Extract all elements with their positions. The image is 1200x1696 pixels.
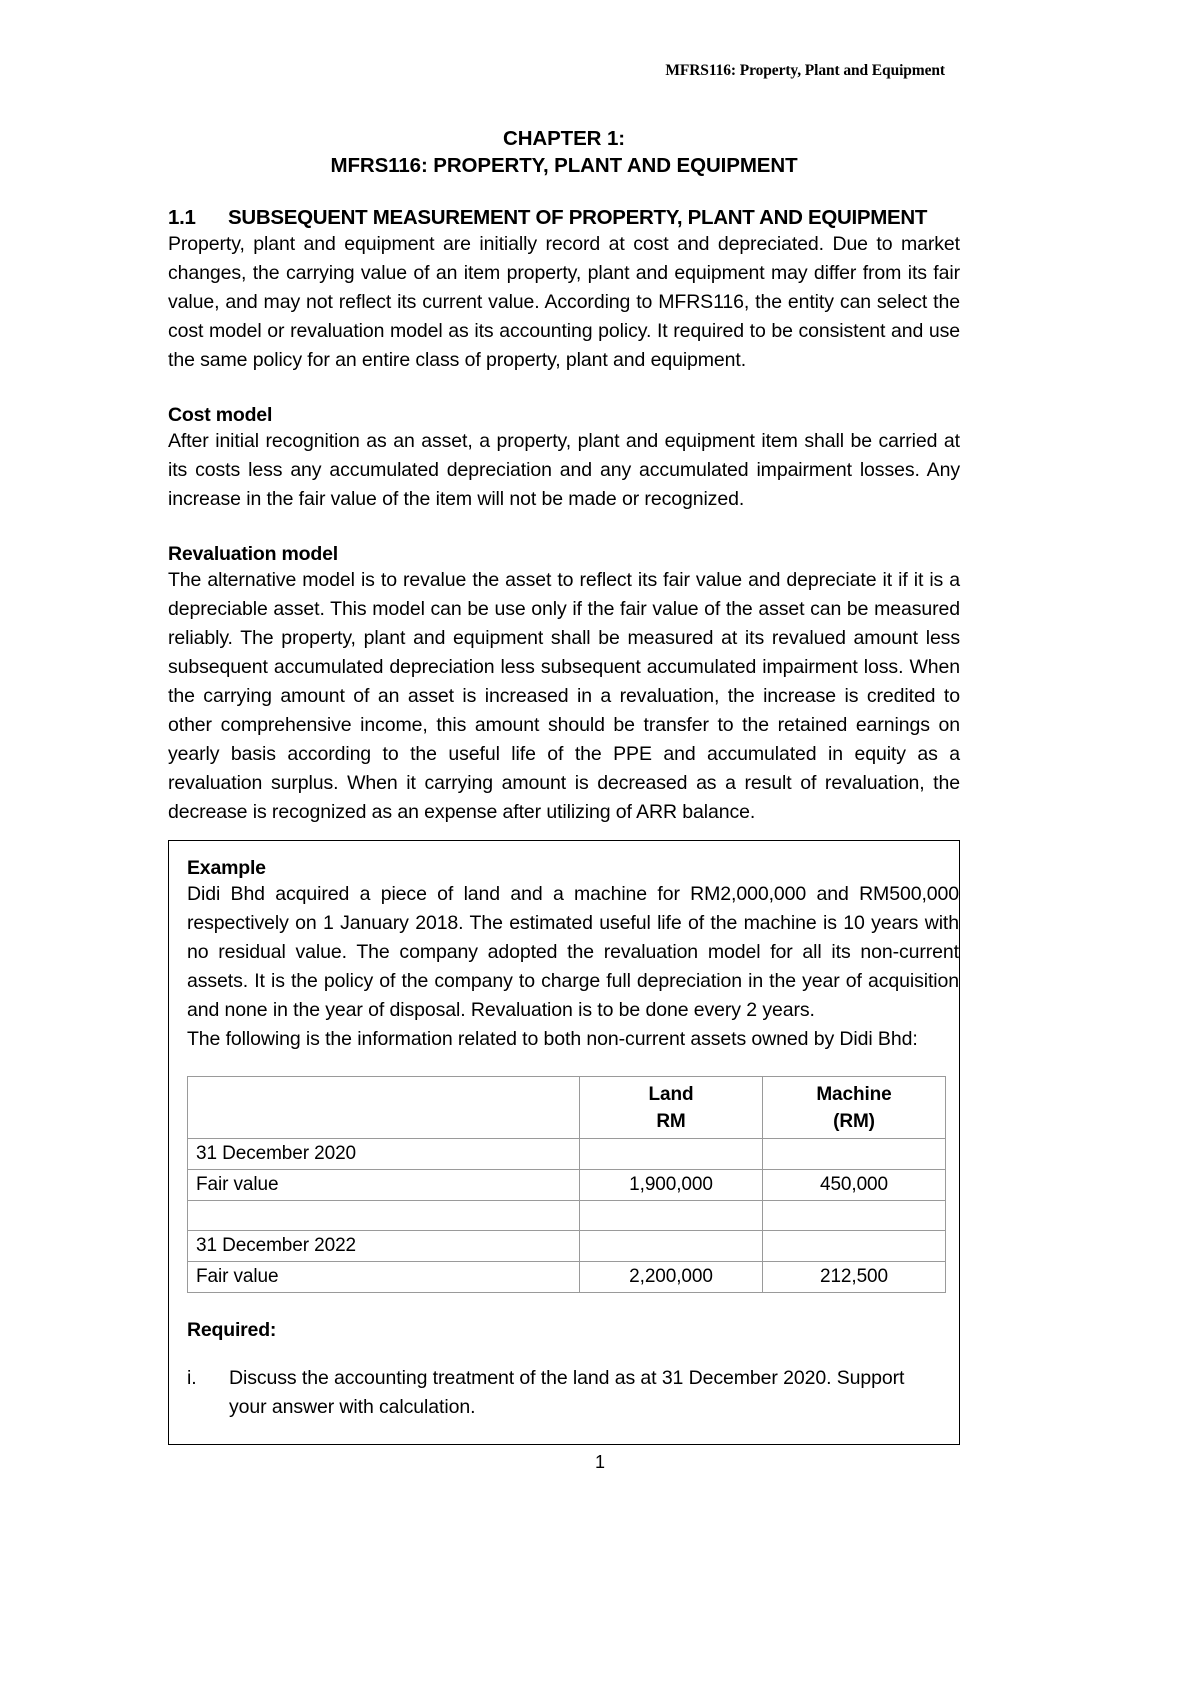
list-item xyxy=(187,1364,943,1422)
running-header: MFRS116: Property, Plant and Equipment xyxy=(665,62,945,79)
example-box xyxy=(168,840,960,1445)
page-number: 1 xyxy=(594,1452,605,1472)
table-cell-label: 31 December 2020 xyxy=(188,1139,580,1170)
table-cell-land xyxy=(580,1139,763,1170)
table-cell-label: 31 December 2022 xyxy=(188,1231,580,1262)
table-cell-label xyxy=(188,1201,580,1231)
table-cell-land: 2,200,000 xyxy=(580,1262,763,1293)
table-header-machine-line2: (RM) xyxy=(833,1110,875,1132)
revaluation-model-heading: Revaluation model xyxy=(168,543,338,565)
asset-values-table xyxy=(187,1076,946,1293)
title-line-1: CHAPTER 1: xyxy=(502,127,625,150)
section-heading-text: SUBSEQUENT MEASUREMENT OF PROPERTY, PLANT AND EQUIPMENT xyxy=(228,206,928,229)
table-cell-land: 1,900,000 xyxy=(580,1170,763,1201)
list-item-text: Discuss the accounting treatment of the land as at 31 December 2020. Support your answer with calculation. xyxy=(229,1367,905,1418)
cost-model-heading: Cost model xyxy=(168,404,273,426)
table-header-land-line2: RM xyxy=(656,1110,686,1132)
example-title: Example xyxy=(187,857,266,879)
list-item-marker: i. xyxy=(187,1367,197,1389)
section-number: 1.1 xyxy=(168,206,196,229)
table-cell-machine: 212,500 xyxy=(763,1262,946,1293)
table-row xyxy=(188,1231,946,1262)
document-content xyxy=(168,125,960,1445)
table-row xyxy=(188,1139,946,1170)
example-paragraph-1: Didi Bhd acquired a piece of land and a machine for RM2,000,000 and RM500,000 respectively on 1 January 2018. The estimated useful life of the machine is 10 years with no residual value. The company adopted the revaluation model for all its non-current assets. It is the policy of the company to charge full depreciation in the year of acquisition and none in the year of disposal. Revaluation is to be done every 2 years. xyxy=(187,883,959,1021)
table-cell-label: Fair value xyxy=(188,1170,580,1201)
table-header-row xyxy=(188,1077,946,1139)
table-row xyxy=(188,1201,946,1231)
table-header-land xyxy=(580,1077,763,1139)
table-header xyxy=(188,1077,946,1139)
example-paragraph-2: The following is the information related to both non-current assets owned by Didi Bhd: xyxy=(187,1028,918,1050)
required-heading: Required: xyxy=(187,1319,277,1341)
section-intro-paragraph: Property, plant and equipment are initially record at cost and depreciated. Due to market changes, the carrying value of an item property, plant and equipment may differ from its fair value, and may not reflect its current value. According to MFRS116, the entity can select the cost model or revaluation model as its accounting policy. It required to be consistent and use the same policy for an entire class of property, plant and equipment. xyxy=(168,233,960,371)
table-row xyxy=(188,1262,946,1293)
table-cell-machine xyxy=(763,1231,946,1262)
section-heading xyxy=(168,206,960,230)
page-title xyxy=(168,125,960,179)
table-cell-land xyxy=(580,1231,763,1262)
required-list xyxy=(185,1364,943,1422)
table-header-land-line1: Land xyxy=(648,1083,694,1105)
table-header-machine-line1: Machine xyxy=(816,1083,892,1105)
revaluation-model-paragraph: The alternative model is to revalue the asset to reflect its fair value and depreciate it if it is a depreciable asset. This model can be use only if the fair value of the asset can be measured reliably. The property, plant and equipment shall be measured at its revalued amount less subsequent accumulated depreciation less subsequent accumulated impairment loss. When the carrying amount of an asset is increased in a revaluation, the increase is credited to other comprehensive income, this amount should be transfer to the retained earnings on yearly basis according to the useful life of the PPE and accumulated in equity as a revaluation surplus. When it carrying amount is decreased as a result of revaluation, the decrease is recognized as an expense after utilizing of ARR balance. xyxy=(168,569,960,823)
table-cell-machine xyxy=(763,1139,946,1170)
table-cell-land xyxy=(580,1201,763,1231)
table-cell-machine xyxy=(763,1201,946,1231)
table-cell-machine: 450,000 xyxy=(763,1170,946,1201)
title-line-2: MFRS116: PROPERTY, PLANT AND EQUIPMENT xyxy=(330,154,798,177)
table-header-label xyxy=(188,1077,580,1139)
cost-model-paragraph: After initial recognition as an asset, a property, plant and equipment item shall be carried at its costs less any accumulated depreciation and any accumulated impairment losses. Any increase in the fair value of the item will not be made or recognized. xyxy=(168,430,960,510)
table-row xyxy=(188,1170,946,1201)
table-cell-label: Fair value xyxy=(188,1262,580,1293)
table-body xyxy=(188,1139,946,1293)
table-header-machine xyxy=(763,1077,946,1139)
